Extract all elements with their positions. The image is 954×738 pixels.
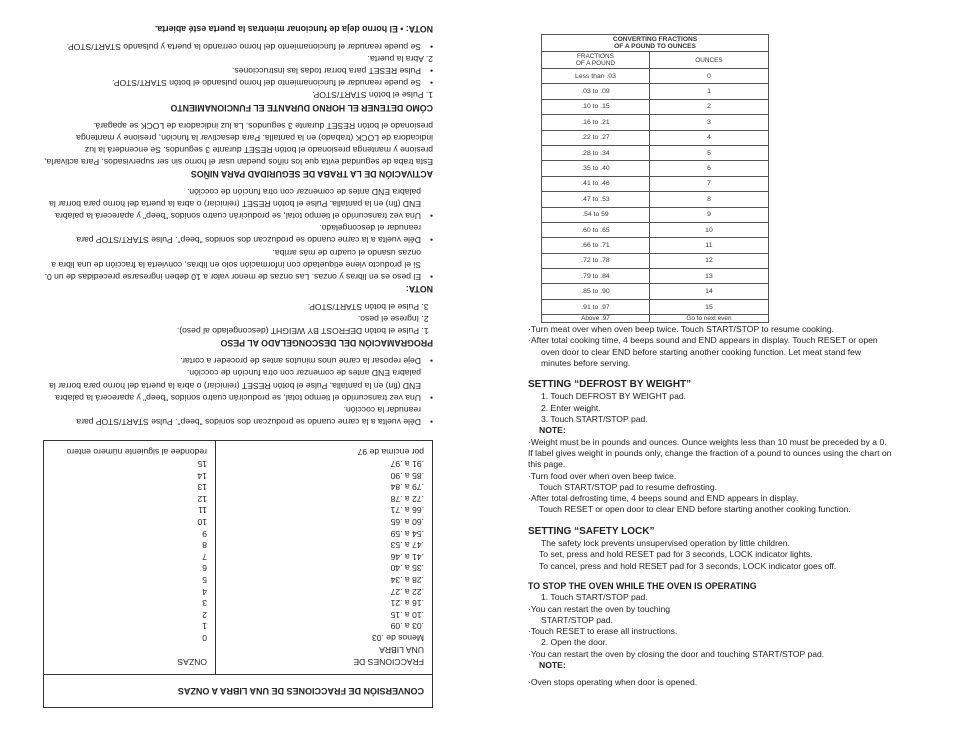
- defrost-step: 2. Enter weight.: [541, 402, 601, 413]
- english-page: [477, 0, 954, 738]
- es-table-cell-fraction: .72 a .78: [390, 493, 424, 504]
- es-table-cell-fraction: .16 a .21: [390, 598, 424, 609]
- table-cell-ounces: 15: [649, 299, 768, 314]
- table-cell-ounces: 12: [649, 253, 768, 268]
- es-defrost-steps: [43, 301, 433, 337]
- es-table-cell-ounces: 9: [202, 528, 207, 539]
- note-line: ·After total defrosting time, 4 beeps sound and END appears in display.: [528, 493, 799, 504]
- lock-line: To cancel, press and hold RESET pad for 3 seconds, LOCK indicator goes off.: [539, 560, 837, 571]
- table-cell-fraction: Above .97: [542, 315, 650, 323]
- es-table-cell-ounces: 2: [202, 609, 207, 620]
- table-row: [542, 130, 769, 145]
- conversion-rows: [542, 69, 769, 315]
- es-stop-step: 1. Pulse el botón START/STOP.: [312, 90, 433, 101]
- table-cell-ounces: 1: [649, 84, 768, 99]
- es-stop-step-text: Abra la puerta.: [367, 54, 424, 65]
- table-caption: [542, 35, 769, 52]
- table-cell-fraction: .72 to .78: [542, 253, 650, 268]
- note-label: NOTE:: [539, 660, 566, 671]
- note-line: If label gives weight in pounds only, change the fraction of a pound to ounces using the chart on: [528, 447, 892, 458]
- es-table-cell-fraction: .03 a .09: [390, 621, 424, 632]
- table-cell-ounces: 6: [649, 161, 768, 176]
- intro-line: ·After total cooking time, 4 beeps sound and END appears in display. Touch RESET or open: [528, 335, 878, 346]
- es-table-cell-fraction: .85 a .90: [390, 470, 424, 481]
- es-conversion-table: [43, 440, 433, 708]
- table-cell-ounces: Go to next even: [649, 315, 768, 323]
- es-fraction-header-line1: FRACCIONES DE: [353, 656, 424, 667]
- table-cell-fraction: .85 to .90: [542, 284, 650, 299]
- table-cell-ounces: 10: [649, 222, 768, 237]
- table-caption-line1: CONVERTING FRACTIONS: [612, 35, 698, 43]
- table-cell-ounces: 3: [649, 115, 768, 130]
- table-cell-fraction: .35 to .40: [542, 161, 650, 176]
- table-cell-fraction: .10 to .15: [542, 99, 650, 114]
- note-line: ·Weight must be in pounds and ounces. Ounce weights less than 10 must be preceded by a 0.: [528, 436, 887, 447]
- es-bullet: • Deje reposar la carne unos minutos antes de proceder a cortar.: [43, 355, 433, 367]
- es-table-cell-ounces: 0: [202, 632, 207, 643]
- es-lock-text: Esta traba de seguridad evita que los niños puedan usar el horno sin ser supervisados. Para activarla, presione y mantenga presionado el botón RESET durante 3 segundos. Se encenderá la luz indicadora de LOCK (trabado) en la pantalla. Para desactivar la función, presione y mantenga presionado el botón RESET durante 3 segundos. La luz indicadora de LOCK se apagará.: [44, 120, 433, 167]
- es-table-body: [44, 441, 432, 674]
- es-ounces-header: ONZAS: [177, 656, 207, 667]
- es-table-cell-ounces: 7: [202, 551, 207, 562]
- table-row: [542, 269, 769, 284]
- stop-line: START/STOP pad.: [541, 614, 613, 625]
- es-table-cell-ounces: 5: [202, 574, 207, 585]
- note-label: NOTE:: [539, 425, 566, 436]
- note-line: Touch RESET or open door to clear END before starting another cooking function.: [539, 504, 851, 515]
- es-nota-label: NOTA:: [405, 283, 433, 294]
- table-cell-ounces: 7: [649, 176, 768, 191]
- es-table-cell-ounces: 13: [197, 482, 207, 493]
- es-table-cell-ounces: 10: [197, 516, 207, 527]
- table-row: [542, 222, 769, 237]
- es-defrost-step: 3. Pulse el botón START/STOP.: [43, 301, 419, 313]
- es-bullet: • Una vez transcurrido el tiempo total, se producirán cuatro sonidos "beep" y aparecerá la palabra END (fin) en la pantalla. Pulse el botón RESET (reiniciar) o abra la puerta del horno para borrar la palabra END antes de comenzar con otra función de cocción.: [43, 367, 433, 403]
- table-row: [542, 69, 769, 84]
- es-defrost-step: 2. Ingrese el peso.: [43, 313, 419, 325]
- table-row: [542, 299, 769, 314]
- es-table-cell-fraction: .22 a .27: [390, 586, 424, 597]
- stop-line: ·Touch RESET to erase all instructions.: [528, 626, 678, 637]
- table-row: [542, 161, 769, 176]
- table-row-last: [542, 315, 769, 323]
- table-cell-ounces: 5: [649, 145, 768, 160]
- heading-stop-oven: TO STOP THE OVEN WHILE THE OVEN IS OPERATING: [528, 580, 757, 591]
- table-row: [542, 84, 769, 99]
- es-table-cell-ounces: 14: [197, 470, 207, 481]
- intro-line: oven door to clear END before starting another cooking function. Let meat stand few: [541, 346, 862, 357]
- fraction-header-line2: OF A POUND: [575, 60, 615, 67]
- es-table-cell-fraction: .79 a .84: [390, 482, 424, 493]
- es-table-cell-ounces: 1: [202, 621, 207, 632]
- es-table-cell-ounces: 11: [198, 505, 207, 516]
- table-row: [542, 207, 769, 222]
- lock-line: The safety lock prevents unsupervised operation by little children.: [541, 538, 790, 549]
- note-line: Touch START/STOP pad to resume defrosting.: [539, 481, 718, 492]
- es-table-cell-ounces: redondee al siguiente número entero: [66, 447, 207, 458]
- es-table-cell-fraction: .41 a .46: [390, 551, 424, 562]
- defrost-step: 1. Touch DEFROST BY WEIGHT pad.: [541, 391, 687, 402]
- table-row: [542, 192, 769, 207]
- es-heading-defrost: PROGRAMACIÓN DEL DESCONGELADO AL PESO: [220, 338, 433, 349]
- es-table-cell-fraction: .54 a .59: [390, 528, 424, 539]
- table-cell-ounces: 8: [649, 192, 768, 207]
- ounces-column-header: OUNCES: [649, 52, 768, 69]
- spanish-content: [43, 23, 433, 708]
- es-stop-step: 2. Abra la puerta.: [367, 54, 433, 65]
- es-stop-bullet: • Se puede reanudar el funcionamiento del horno cerrando la puerta y pulsando START/STOP.: [43, 41, 433, 53]
- table-cell-fraction: Less than .03: [542, 69, 650, 84]
- stop-line: ·Oven stops operating when door is opened.: [528, 677, 698, 688]
- english-instructions: [528, 324, 946, 689]
- defrost-step: 3. Touch START/STOP pad.: [541, 414, 648, 425]
- stop-line: 1. Touch START/STOP pad.: [541, 592, 648, 603]
- intro-line: ·Turn meat over when oven beep twice. Touch START/STOP to resume cooking.: [528, 324, 835, 334]
- fraction-column-header: [542, 52, 650, 69]
- stop-line: ·You can restart the oven by touching: [528, 603, 671, 614]
- table-cell-ounces: 0: [649, 69, 768, 84]
- es-table-cell-fraction: .47 a .53: [390, 540, 424, 551]
- table-cell-ounces: 14: [649, 284, 768, 299]
- es-nota-bullet: • El peso es en libras y onzas. Las onzas de menor valor a 10 deben ingresarse precedidas de un 0. Si el producto viene etiquetado con información solo en libras, convierta la fracción de una libra a onzas usando el cuadro de más arriba.: [43, 247, 433, 283]
- table-cell-ounces: 9: [649, 207, 768, 222]
- table-cell-ounces: 11: [649, 238, 768, 253]
- table-cell-fraction: .66 to .71: [542, 238, 650, 253]
- es-table-cell-ounces: 12: [197, 493, 207, 504]
- table-cell-ounces: 2: [649, 99, 768, 114]
- table-cell-ounces: 13: [649, 269, 768, 284]
- es-fraction-rows: [224, 447, 424, 644]
- note-line: ·Turn food over when oven beep twice.: [528, 470, 677, 481]
- es-fraction-header: [224, 644, 424, 668]
- es-heading-stop: CÓMO DETENER EL HORNO DURANTE EL FUNCIONAMIENTO: [170, 102, 433, 113]
- note-line: this page.: [528, 459, 566, 470]
- es-table-cell-fraction: .35 a .40: [390, 563, 424, 574]
- es-fraction-header-line2: UNA LIBRA: [379, 644, 424, 655]
- table-cell-fraction: .41 to .46: [542, 176, 650, 191]
- es-table-cell-fraction: .28 a .34: [390, 574, 424, 585]
- es-table-cell-ounces: 4: [202, 586, 207, 597]
- table-row: [542, 238, 769, 253]
- table-cell-fraction: .16 to .21: [542, 115, 650, 130]
- heading-defrost-by-weight: SETTING “DEFROST BY WEIGHT”: [528, 379, 692, 391]
- stop-line: ·You can restart the oven by closing the door and touching START/STOP pad.: [528, 648, 825, 659]
- es-ounces-column: [44, 441, 215, 674]
- es-nota-end: NOTA: • El horno deja de funcionar mientras la puerta esté abierta.: [154, 24, 433, 34]
- fraction-header-line1: FRACTIONS: [576, 53, 614, 60]
- table-caption-line2: OF A POUND TO OUNCES: [614, 43, 696, 50]
- table-row: [542, 284, 769, 299]
- es-fraction-column: [215, 441, 432, 674]
- es-nota-bullet: • Una vez transcurrido el tiempo total, se producirán cuatro sonidos "beep" y aparecerá la palabra END (fin) en la pantalla. Pulse el botón RESET (reiniciar) o abra la puerta del horno para borrar la palabra END antes de comenzar con otra función de cocción.: [43, 186, 433, 222]
- table-row: [542, 176, 769, 191]
- conversion-table: [541, 34, 769, 323]
- es-table-cell-fraction: .10 a .15: [390, 609, 424, 620]
- es-table-cell-ounces: 3: [202, 598, 207, 609]
- es-table-cell-ounces: 8: [202, 540, 207, 551]
- es-stop-step-text: Pulse el botón START/STOP.: [312, 90, 424, 101]
- es-heading-lock: ACTIVACIÓN DE LA TRABA DE SEGURIDAD PARA NIÑOS: [190, 169, 433, 180]
- es-nota-bullet: • Déle vuelta a la carne cuando se produzcan dos sonidos "beep". Pulse START/STOP para reanudar el descongelado.: [43, 222, 433, 246]
- es-table-cell-fraction: Menos de .03: [371, 632, 424, 643]
- table-cell-fraction: .03 to .09: [542, 84, 650, 99]
- stop-line: 2. Open the door.: [541, 637, 608, 648]
- es-stop-bullet: • Pulse RESET para borrar todas las instrucciones.: [43, 65, 433, 77]
- table-row: [542, 253, 769, 268]
- table-cell-fraction: .91 to .97: [542, 299, 650, 314]
- es-bullet: • Déle vuelta a la carne cuando se produzcan dos sonidos "beep". Pulse START/STOP para reanudar la cocción.: [43, 404, 433, 428]
- table-cell-fraction: .60 to .65: [542, 222, 650, 237]
- table-cell-fraction: .28 to .34: [542, 145, 650, 160]
- table-cell-fraction: .54 to 59: [542, 207, 650, 222]
- es-stop-bullet: • Se puede reanudar el funcionamiento del horno pulsando el botón START/STOP.: [43, 77, 433, 89]
- es-table-cell-fraction: .60 a .65: [390, 516, 424, 527]
- table-cell-fraction: .47 to .53: [542, 192, 650, 207]
- es-table-cell-ounces: 6: [202, 563, 207, 574]
- es-table-cell-fraction: .66 a .71: [390, 505, 424, 516]
- table-cell-ounces: 4: [649, 130, 768, 145]
- table-row: [542, 99, 769, 114]
- intro-line: minutes before serving.: [541, 357, 631, 368]
- table-row: [542, 115, 769, 130]
- es-defrost-step: 1. Pulse el botón DEFROST BY WEIGHT (descongelado al peso).: [43, 325, 419, 337]
- es-table-cell-fraction: .91 a .97: [390, 459, 424, 469]
- es-ounces-rows: [52, 447, 207, 644]
- es-table-cell-fraction: por encima de 97: [357, 447, 424, 458]
- table-cell-fraction: .22 to .27: [542, 130, 650, 145]
- table-row: [542, 145, 769, 160]
- table-cell-fraction: .79 to .84: [542, 269, 650, 284]
- es-table-cell-ounces: 15: [197, 459, 207, 469]
- heading-safety-lock: SETTING “SAFETY LOCK”: [528, 525, 655, 537]
- lock-line: To set, press and hold RESET pad for 3 seconds, LOCK indicator lights.: [539, 549, 813, 560]
- es-table-title: CONVERSIÓN DE FRACCIONES DE UNA LIBRA A ONZAS: [44, 674, 432, 707]
